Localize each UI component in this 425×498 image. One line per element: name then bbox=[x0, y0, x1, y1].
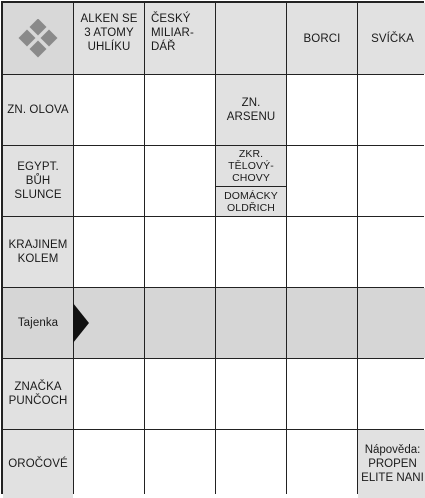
answer-cell[interactable] bbox=[74, 217, 144, 287]
answer-cell[interactable] bbox=[358, 359, 425, 429]
answer-cell[interactable] bbox=[216, 430, 286, 498]
clue-domacky-oldrich: DOMÁCKY OLDŘICH bbox=[216, 187, 286, 216]
clue-zkr-telovychovy: ZKR. TĚLOVÝ-CHOVY bbox=[216, 146, 286, 186]
answer-cell[interactable] bbox=[145, 217, 215, 287]
answer-cell[interactable] bbox=[145, 359, 215, 429]
tajenka-cell[interactable] bbox=[358, 288, 425, 358]
answer-cell[interactable] bbox=[287, 359, 357, 429]
tajenka-label: Tajenka bbox=[17, 317, 59, 329]
tajenka-cell[interactable] bbox=[216, 288, 286, 358]
answer-cell[interactable] bbox=[74, 359, 144, 429]
clue-zn-arsenu: ZN. ARSENU bbox=[216, 75, 286, 145]
tajenka-cell[interactable] bbox=[287, 288, 357, 358]
answer-cell[interactable] bbox=[358, 217, 425, 287]
clue-egypt-buh-slunce: EGYPT. BŮH SLUNCE bbox=[3, 146, 73, 216]
answer-cell[interactable] bbox=[287, 217, 357, 287]
answer-cell[interactable] bbox=[358, 75, 425, 145]
answer-cell[interactable] bbox=[74, 430, 144, 498]
clue-orocove: OROČOVÉ bbox=[3, 430, 73, 498]
clue-tajenka bbox=[3, 288, 73, 358]
clue-empty-header bbox=[216, 3, 286, 74]
triangle-right-icon bbox=[73, 303, 89, 343]
answer-cell[interactable] bbox=[358, 146, 425, 216]
hint-box: Nápověda: PROPEN ELITE NANI bbox=[358, 430, 425, 498]
answer-cell[interactable] bbox=[287, 146, 357, 216]
answer-cell[interactable] bbox=[145, 146, 215, 216]
clue-cesky-miliardar: ČESKÝ MILIAR-DÁŘ bbox=[145, 3, 215, 74]
clue-znacka-puncoch: ZNAČKA PUNČOCH bbox=[3, 359, 73, 429]
clue-alken: ALKEN SE 3 ATOMY UHLÍKU bbox=[74, 3, 144, 74]
clue-svicka: SVÍČKA bbox=[358, 3, 425, 74]
answer-cell[interactable] bbox=[145, 75, 215, 145]
diamond-cluster-icon bbox=[18, 19, 58, 59]
clue-split-cell bbox=[216, 146, 286, 216]
answer-cell[interactable] bbox=[145, 430, 215, 498]
clue-borci: BORCI bbox=[287, 3, 357, 74]
answer-cell[interactable] bbox=[216, 359, 286, 429]
tajenka-cell[interactable] bbox=[145, 288, 215, 358]
answer-cell[interactable] bbox=[287, 430, 357, 498]
crossword-grid bbox=[1, 1, 424, 494]
answer-cell[interactable] bbox=[216, 217, 286, 287]
answer-cell[interactable] bbox=[287, 75, 357, 145]
answer-cell[interactable] bbox=[74, 75, 144, 145]
clue-zn-olova: ZN. OLOVA bbox=[3, 75, 73, 145]
logo-cell bbox=[3, 3, 73, 74]
answer-cell[interactable] bbox=[74, 146, 144, 216]
clue-krajinem-kolem: KRAJINEM KOLEM bbox=[3, 217, 73, 287]
